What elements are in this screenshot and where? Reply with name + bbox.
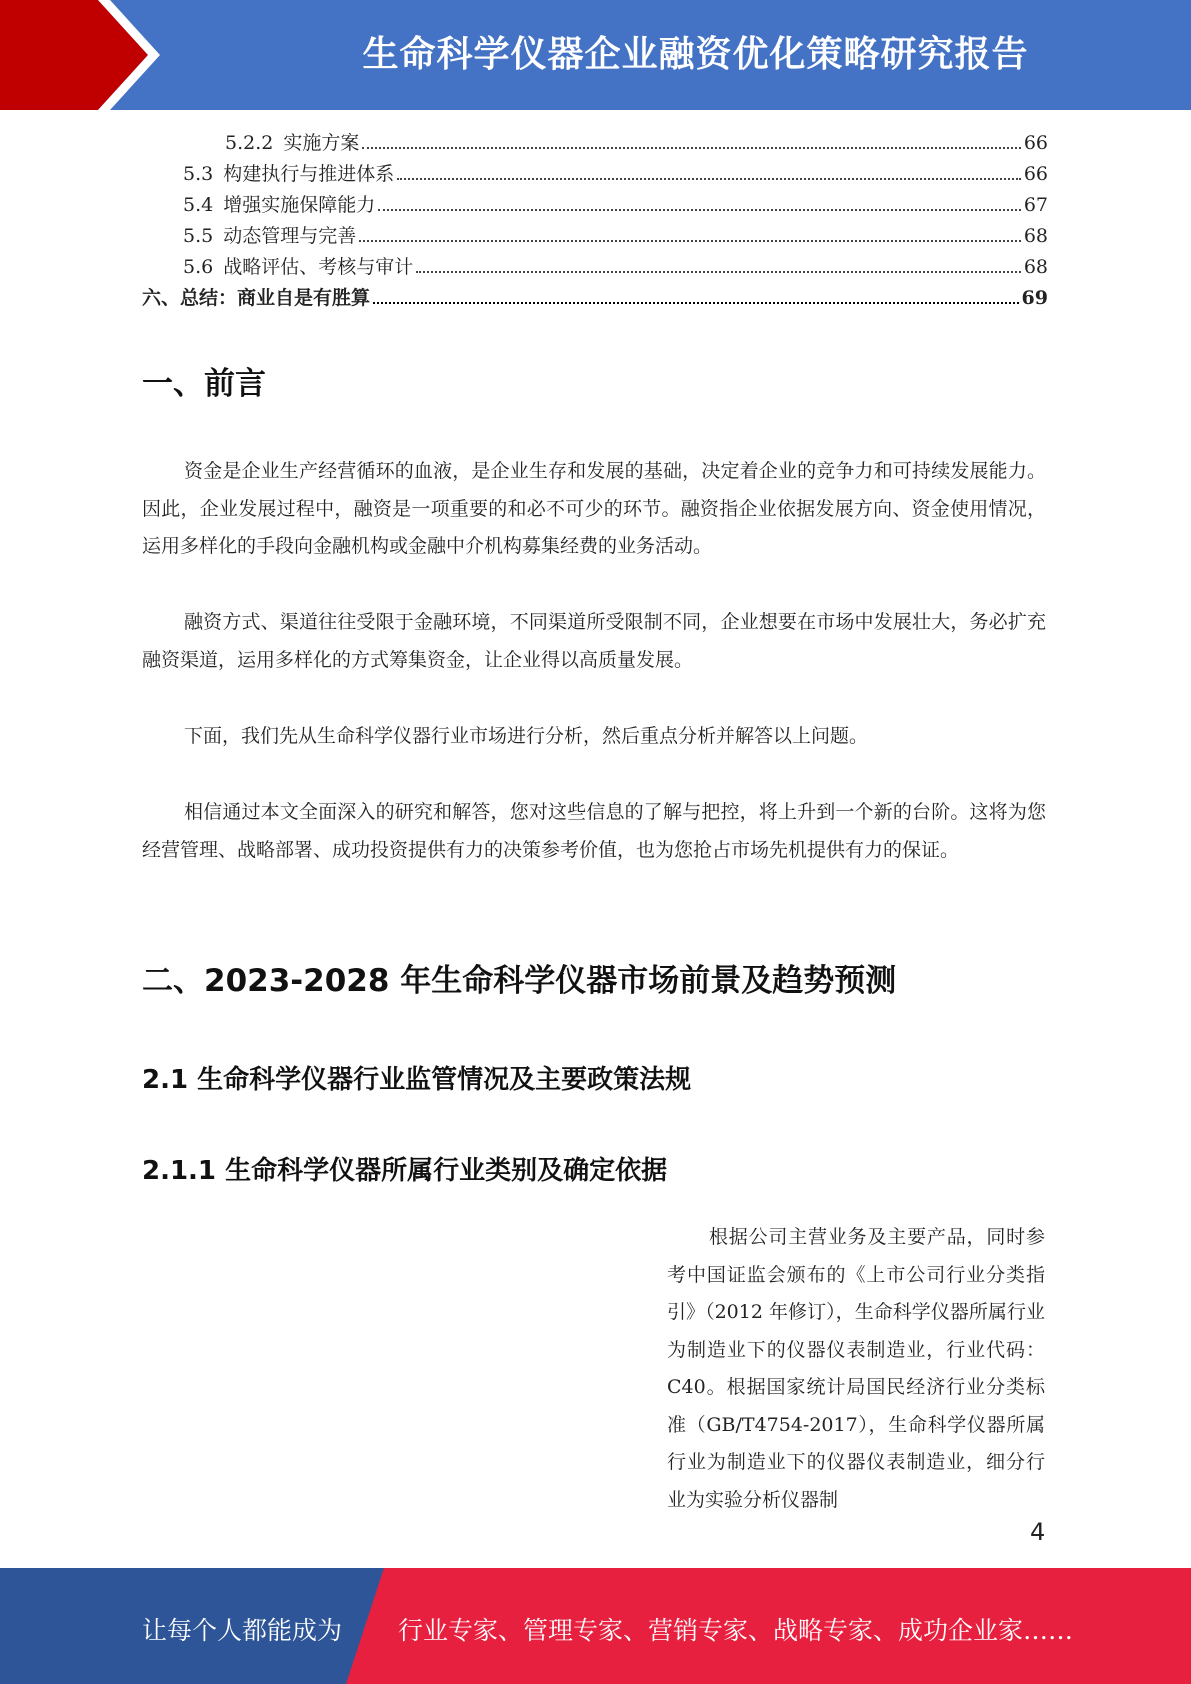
toc-page: 68 [1023, 225, 1048, 247]
toc-entry[interactable] [142, 252, 1048, 283]
toc-number: 5.4 [183, 194, 214, 216]
toc-text: 战略评估、考核与审计 [223, 256, 414, 278]
toc-number: 5.5 [183, 225, 214, 247]
toc-text: 实施方案 [283, 132, 360, 154]
toc-entry[interactable] [142, 128, 1048, 159]
paragraph: 资金是企业生产经营循环的血液，是企业生存和发展的基础，决定着企业的竞争力和可持续发展能力。因此，企业发展过程中，融资是一项重要的和必不可少的环节。融资指企业依据发展方向、资金使用情况，运用多样化的手段向金融机构或金融中介机构募集经费的业务活动。 [142, 460, 1046, 557]
paragraph: 相信通过本文全面深入的研究和解答，您对这些信息的了解与把控，将上升到一个新的台阶。这将为您经营管理、战略部署、成功投资提供有力的决策参考价值，也为您抢占市场先机提供有力的保证。 [142, 801, 1046, 861]
toc-text: 动态管理与完善 [223, 225, 357, 247]
toc-page: 66 [1023, 132, 1048, 154]
toc-leader [362, 147, 1020, 149]
footer-slogan-left: 让每个人都能成为 [142, 1616, 343, 1645]
table-of-contents [142, 128, 1048, 314]
footer-slogan-right: 行业专家、管理专家、营销专家、战略专家、成功企业家…… [398, 1616, 1074, 1645]
forecast-heading: 二、2023-2028 年生命科学仪器市场前景及趋势预测 [142, 963, 897, 999]
toc-page: 69 [1021, 287, 1048, 309]
toc-leader [378, 209, 1021, 211]
toc-text: 六、总结：商业自是有胜算 [142, 287, 371, 309]
side-paragraph: 根据公司主营业务及主要产品，同时参考中国证监会颁布的《上市公司行业分类指引》（2012 年修订），生命科学仪器所属行业为制造业下的仪器仪表制造业，行业代码：C40。根据国家统计局国民经济行业分类标准（GB/T4754-2017），生命科学仪器所属行业为制造业下的仪器仪表制造业，细分行业为实验分析仪器制 [667, 1226, 1045, 1511]
subsubsection-heading: 2.1.1 生命科学仪器所属行业类别及确定依据 [142, 1156, 668, 1186]
page-footer [0, 1568, 1191, 1684]
toc-text: 构建执行与推进体系 [223, 163, 395, 185]
paragraph: 下面，我们先从生命科学仪器行业市场进行分析，然后重点分析并解答以上问题。 [184, 725, 869, 747]
toc-entry[interactable] [142, 190, 1048, 221]
page-number: 4 [1030, 1518, 1046, 1546]
toc-entry[interactable] [142, 221, 1048, 252]
toc-page: 66 [1023, 163, 1048, 185]
preface-heading: 一、前言 [142, 366, 266, 402]
toc-page: 67 [1023, 194, 1048, 216]
toc-leader [397, 178, 1021, 180]
toc-page: 68 [1023, 256, 1048, 278]
subsection-heading: 2.1 生命科学仪器行业监管情况及主要政策法规 [142, 1065, 692, 1095]
toc-entry[interactable] [142, 283, 1048, 314]
toc-number: 5.6 [183, 256, 214, 278]
toc-text: 增强实施保障能力 [223, 194, 376, 216]
toc-number: 5.3 [183, 163, 214, 185]
toc-leader [359, 240, 1021, 242]
toc-leader [416, 271, 1021, 273]
page-header [0, 0, 1191, 110]
toc-number: 5.2.2 [225, 132, 274, 154]
toc-entry[interactable] [142, 159, 1048, 190]
paragraph: 融资方式、渠道往往受限于金融环境，不同渠道所受限制不同，企业想要在市场中发展壮大，务必扩充融资渠道，运用多样化的方式筹集资金，让企业得以高质量发展。 [142, 611, 1046, 671]
toc-leader [373, 302, 1019, 304]
report-title: 生命科学仪器企业融资优化策略研究报告 [362, 34, 1029, 75]
